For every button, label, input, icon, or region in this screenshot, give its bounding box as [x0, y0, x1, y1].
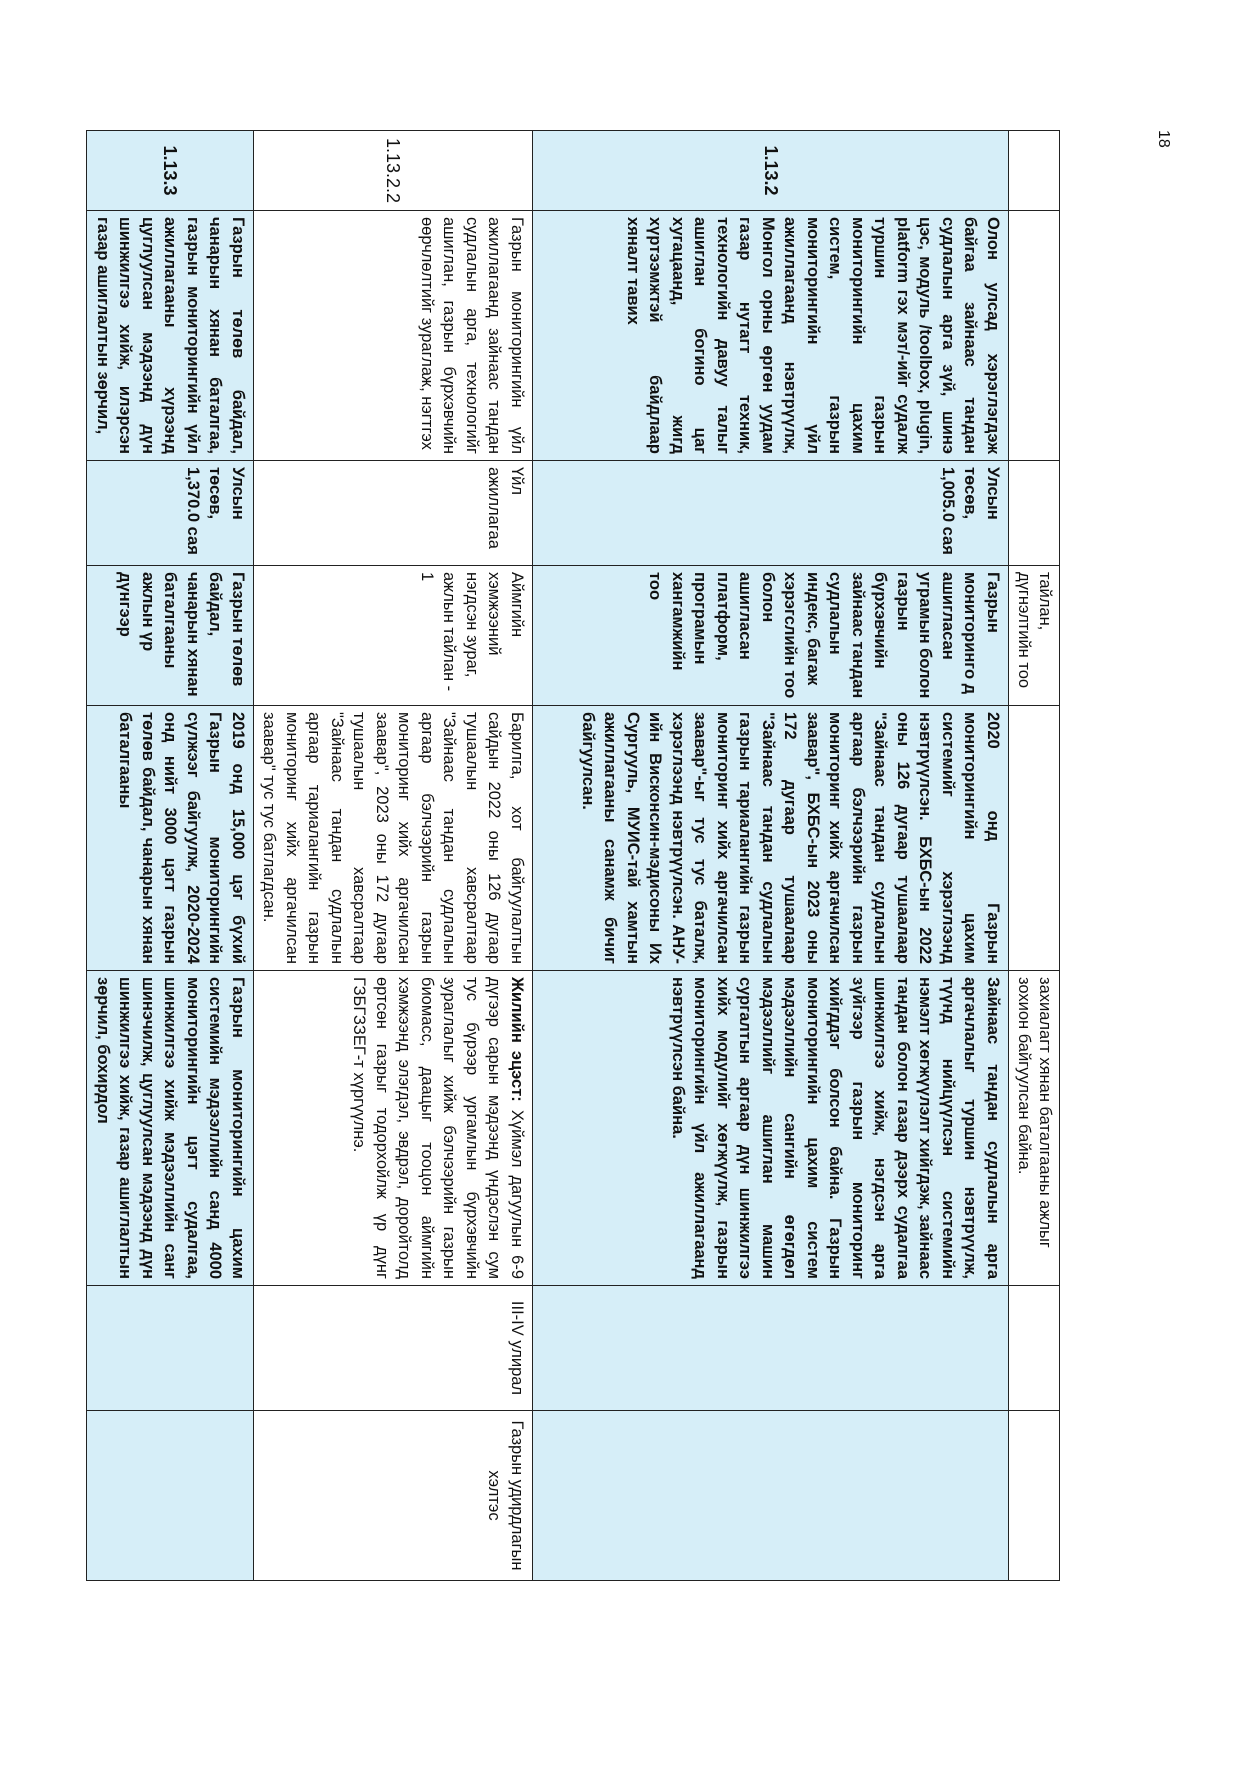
result-cell: Барилга, хот байгуулалтын сайдын 2022 оны 126 дугаар тушаалын хавсралтаар "Зайнаас тандан судлалын аргаар бэлчээрийн газрын мониторинг хийх аргачилсан заавар", 2023 оны 172 дугаар тушаалын хавсралтаар "Зайнаас тандан судлалын аргаар тариалангийн газрын мониторинг хийх аргачилсан заавар" тус тус батлагдсан.	[254, 706, 533, 971]
period-cell: III-IV улирал	[254, 1286, 533, 1411]
indicator-cell: Газрын төлөв байдал, чанарын хянан баталгааны ажлын үр дүнгээр	[87, 566, 254, 706]
period-cell	[87, 1286, 254, 1411]
funding-source-cell: Улсын төсөв, 1,370.0 сая	[87, 461, 254, 566]
result-cell: 2020 онд Газрын мониторингийн цахим системийг хэрэглээнд нэвтрүүлсэн. БХБС-ын 2022 оны 126 дугаар тушаалаар "Зайнаас тандан судлалын аргаар бэлчээрийн газрын мониторинг хийх аргачилсан заавар", БХБС-ын 2023 оны 172 дугаар тушаалаар "Зайнаас тандан судлалын газрын тариалангийн газрын мониторинг хийх аргачилсан заавар"-ыг тус тус баталж, хэрэглээнд нэвтрүүлсэн. АНУ-ийн Висконсин-мэдисоны Их Сургууль, МУИС-тай хамтын ажиллагааны санамж бичиг байгуулсан.	[533, 706, 1009, 971]
evaluation-text: Хүймэл дагуулын 6-9 дүгээр сарын мэдээнд үндэслэн сум тус бүрээр ургамлын бүрхэвчийн зураглалыг хийж бэлчээрийн газрын биомасс, даацыг тооцон аймгийн хэмжээнд элэгдэл, эвдрэл, доройтолд өртсөн газрыг тодорхойлж үр дүнг ГЗБГЗЗЕГ-т хүргүүлнэ.	[350, 977, 526, 1280]
header-cell	[1009, 211, 1060, 461]
evaluation-cell: Газрын мониторингийн цахим системийн мэдээллийн санд 4000 мониторингийн цэгт судалгаа, шинжилгээ хийж мэдээллийн санг шинэчилж, цуглуулсан мэдээнд дүн шинжилгээ хийж, газар ашиглалтын зөрчил, бохирдол	[87, 971, 254, 1286]
table-row	[87, 131, 254, 1581]
responsible-cell: Газрын удирдлагын хэлтэс	[254, 1411, 533, 1581]
funding-source-cell: Улсын төсөв, 1,005.0 сая	[533, 461, 1009, 566]
row-number: 1.13.2.2	[254, 131, 533, 211]
header-cell	[1009, 706, 1060, 971]
task-cell: Газрын мониторингийн үйл ажиллагаанд зайнаас тандан судлалын арга, технологийг ашиглан, газрын бүрхэвчийн өөрчлөлтийг зураглаж, нэгтгэх	[254, 211, 533, 461]
table-row	[254, 131, 533, 1581]
header-cell-evaluation: захиалагт хянан баталгааны ажлыг зохион байгуулсан байна.	[1009, 971, 1060, 1286]
header-cell	[1009, 1286, 1060, 1411]
period-cell	[533, 1286, 1009, 1411]
evaluation-cell	[254, 971, 533, 1286]
indicator-cell: Газрын мониторинго д ашигласан уграмын болон газрын бүрхэвчийн зайнаас тандан судлалын индекс, багаж хэрэгслийн тоо болон ашигласан платформ, програмын хангамжийн тоо	[533, 566, 1009, 706]
header-cell	[1009, 461, 1060, 566]
indicator-cell: Аймгийн хэмжээний нэгдсэн зураг, ажлын тайлан - 1	[254, 566, 533, 706]
activity-plan-table	[87, 130, 1061, 1581]
header-cell	[1009, 131, 1060, 211]
result-cell: 2019 онд 15,000 цэг бүхий Газрын мониторингийн сүлжээг байгуулж, 2020-2024 онд нийт 3000 цэгт газрын төлөв байдал, чанарын хянан баталгааны	[87, 706, 254, 971]
page-number: 18	[1155, 130, 1172, 148]
responsible-cell	[533, 1411, 1009, 1581]
funding-source-cell: Үйл ажиллагаа	[254, 461, 533, 566]
task-cell: Газрын төлөв байдал, чанарын хянан баталгаа, газрын мониторингийн үйл ажиллагааны хүрээнд цуглуулсан мэдээнд дүн шинжилгээ хийж, илэрсэн газар ашиглалтын зөрчил,	[87, 211, 254, 461]
evaluation-cell: Зайнаас тандан судлалын арга аргачлалыг туршин нэвтрүүлж, түүнд нийцүүлсэн системийн нэмэлт хөгжүүлэлт хийгдэж, зайнаас тандан болон газар дээрх судалгаа шинжилгээ хийж, нэгдсэн арга зүйгээр газрын мониторинг хийгддэг болсон байна. Газрын мониторингийн цахим систем мэдээллийн сангийн өгөгдөл мэдээллийг ашиглан машин сургалтын аргаар дүн шинжилгээ хийх модулийг хөгжүүлж, газрын мониторингийн үйл ажиллагаанд нэвтрүүлсэн байна.	[533, 971, 1009, 1286]
responsible-cell	[87, 1411, 254, 1581]
table-header-row	[1009, 131, 1060, 1581]
header-cell	[1009, 1411, 1060, 1581]
table-row	[533, 131, 1009, 1581]
header-cell-indicator: тайлан, дүгнэлтийн тоо	[1009, 566, 1060, 706]
evaluation-label: Жилийн эцэст:	[508, 977, 526, 1102]
row-number: 1.13.3	[87, 131, 254, 211]
task-cell: Олон улсад хэрэглэгдэж байгаа зайнаас тандан судлалын арга зүй, шинэ цэс, модуль /toolbox, plugin, platform гэх мэт/-ийг судалж туршин газрын мониторингийн цахим систем, газрын мониторингийн үйл ажиллагаанд нэвтрүүлж, Монгол орны өргөн уудам газар нутагт техник, технологийн давуу талыг ашиглан богино цаг хугацаанд, жигд хүртээмжтэй байдлаар хяналт тавих	[533, 211, 1009, 461]
row-number: 1.13.2	[533, 131, 1009, 211]
